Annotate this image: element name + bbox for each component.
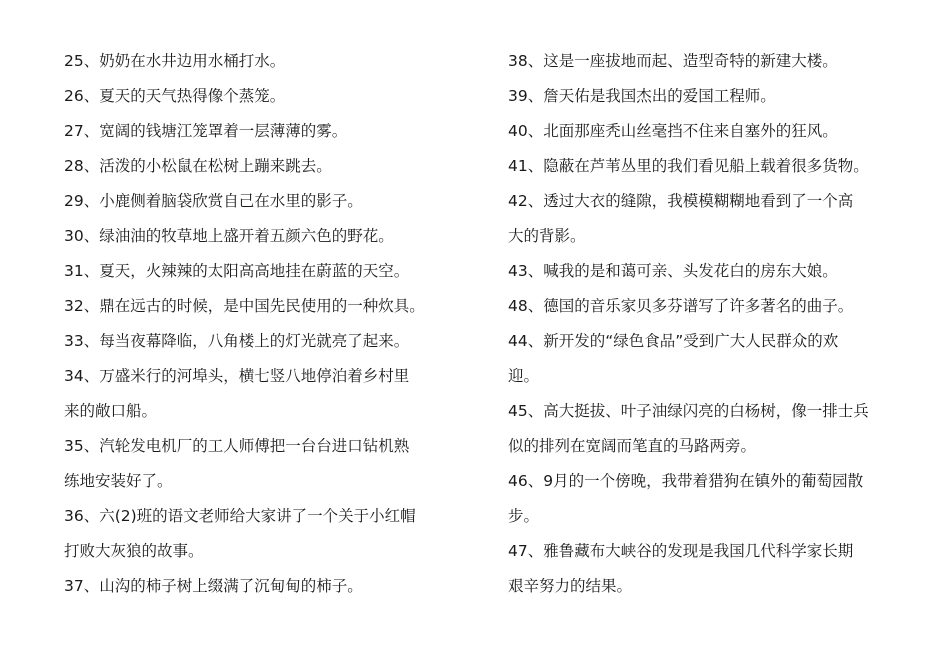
text-line: 31、夏天，火辣辣的太阳高高地挂在蔚蓝的天空。 xyxy=(64,262,410,280)
text-line: 43、喊我的是和蔼可亲、头发花白的房东大娘。 xyxy=(508,262,838,280)
text-line: 大的背影。 xyxy=(508,227,586,245)
right-column xyxy=(508,44,924,604)
text-line: 40、北面那座秃山丝毫挡不住来自塞外的狂风。 xyxy=(508,122,838,140)
text-line: 迎。 xyxy=(508,367,540,385)
text-line: 38、这是一座拔地而起、造型奇特的新建大楼。 xyxy=(508,52,838,70)
text-line: 41、隐蔽在芦苇丛里的我们看见船上载着很多货物。 xyxy=(508,157,869,175)
text-line: 步。 xyxy=(508,507,540,525)
text-line: 练地安装好了。 xyxy=(64,472,173,490)
text-line: 39、詹天佑是我国杰出的爱国工程师。 xyxy=(508,87,776,105)
text-line: 44、新开发的“绿色食品”受到广大人民群众的欢 xyxy=(508,332,839,350)
text-line: 32、鼎在远古的时候，是中国先民使用的一种炊具。 xyxy=(64,297,425,315)
text-line: 33、每当夜幕降临，八角楼上的灯光就亮了起来。 xyxy=(64,332,410,350)
text-line: 艰辛努力的结果。 xyxy=(508,577,633,595)
text-line: 46、9月的一个傍晚，我带着猎狗在镇外的葡萄园散 xyxy=(508,472,864,490)
text-line: 打败大灰狼的故事。 xyxy=(64,542,204,560)
text-line: 30、绿油油的牧草地上盛开着五颜六色的野花。 xyxy=(64,227,394,245)
text-line: 34、万盛米行的河埠头，横七竖八地停泊着乡村里 xyxy=(64,367,410,385)
text-line: 42、透过大衣的缝隙，我模模糊糊地看到了一个高 xyxy=(508,192,854,210)
text-line: 25、奶奶在水井边用水桶打水。 xyxy=(64,52,286,70)
text-line: 36、六(2)班的语文老师给大家讲了一个关于小红帽 xyxy=(64,507,416,525)
text-line: 35、汽轮发电机厂的工人师傅把一台台进口钻机熟 xyxy=(64,437,410,455)
text-line: 27、宽阔的钱塘江笼罩着一层薄薄的雾。 xyxy=(64,122,348,140)
text-line: 似的排列在宽阔而笔直的马路两旁。 xyxy=(508,437,757,455)
text-line: 28、活泼的小松鼠在松树上蹦来跳去。 xyxy=(64,157,332,175)
text-line: 47、雅鲁藏布大峡谷的发现是我国几代科学家长期 xyxy=(508,542,854,560)
text-line: 37、山沟的柿子树上缀满了沉甸甸的柿子。 xyxy=(64,577,363,595)
text-line: 48、德国的音乐家贝多芬谱写了许多著名的曲子。 xyxy=(508,297,854,315)
text-line: 29、小鹿侧着脑袋欣赏自己在水里的影子。 xyxy=(64,192,363,210)
text-line: 45、高大挺拔、叶子油绿闪亮的白杨树，像一排士兵 xyxy=(508,402,869,420)
left-column xyxy=(64,44,474,604)
text-line: 26、夏天的天气热得像个蒸笼。 xyxy=(64,87,286,105)
text-line: 来的敞口船。 xyxy=(64,402,158,420)
